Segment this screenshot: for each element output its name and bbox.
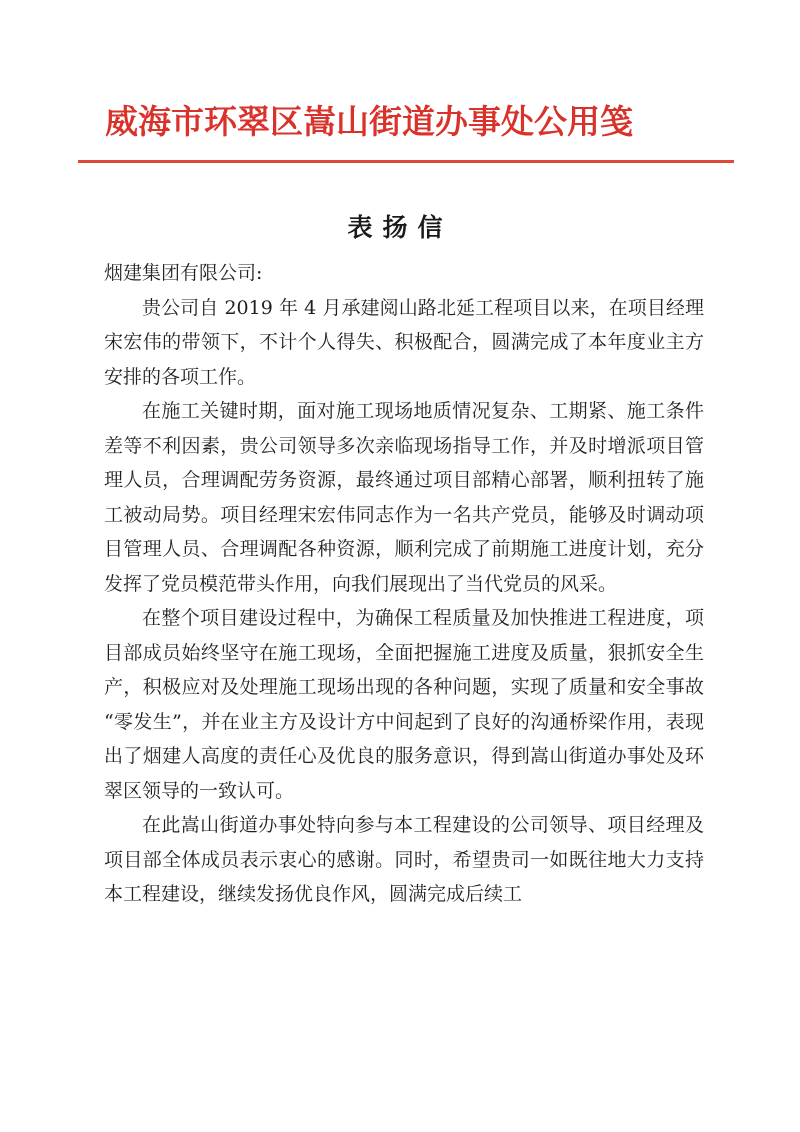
paragraph-4: 在此嵩山街道办事处特向参与本工程建设的公司领导、项目经理及项目部全体成员表示衷心的感谢。同时，希望贵司一如既往地大力支持本工程建设，继续发扬优良作风，圆满完成后续工 <box>104 814 704 905</box>
paragraph-1: 贵公司自 2019 年 4 月承建阅山路北延工程项目以来，在项目经理宋宏伟的带领下，不计个人得失、积极配合，圆满完成了本年度业主方安排的各项工作。 <box>104 296 704 388</box>
paragraph-2: 在施工关键时期，面对施工现场地质情况复杂、工期紧、施工条件差等不利因素，贵公司领导多次亲临现场指导工作，并及时增派项目管理人员，合理调配劳务资源，最终通过项目部精心部署，顺利扭转了施工被动局势。项目经理宋宏伟同志作为一名共产党员，能够及时调动项目管理人员、合理调配各种资源，顺利完成了前期施工进度计划，充分发挥了党员模范带头作用，向我们展现出了当代党员的风采。 <box>104 400 704 595</box>
letter-title: 表扬信 <box>347 213 453 242</box>
letterhead-title: 威海市环翠区嵩山街道办事处公用笺 <box>105 102 633 141</box>
letter-body <box>104 256 704 912</box>
paragraph-3: 在整个项目建设过程中，为确保工程质量及加快推进工程进度，项目部成员始终坚守在施工现场，全面把握施工进度及质量，狠抓安全生产，积极应对及处理施工现场出现的各种问题，实现了质量和安全事故 “零发生”，并在业主方及设计方中间起到了良好的沟通桥梁作用，表现出了烟建人高度的责任心及优良的服务意识，得到嵩山街道办事处及环翠区领导的一致认可。 <box>104 607 704 802</box>
letterhead-divider <box>78 160 734 163</box>
salutation: 烟建集团有限公司: <box>104 262 263 284</box>
